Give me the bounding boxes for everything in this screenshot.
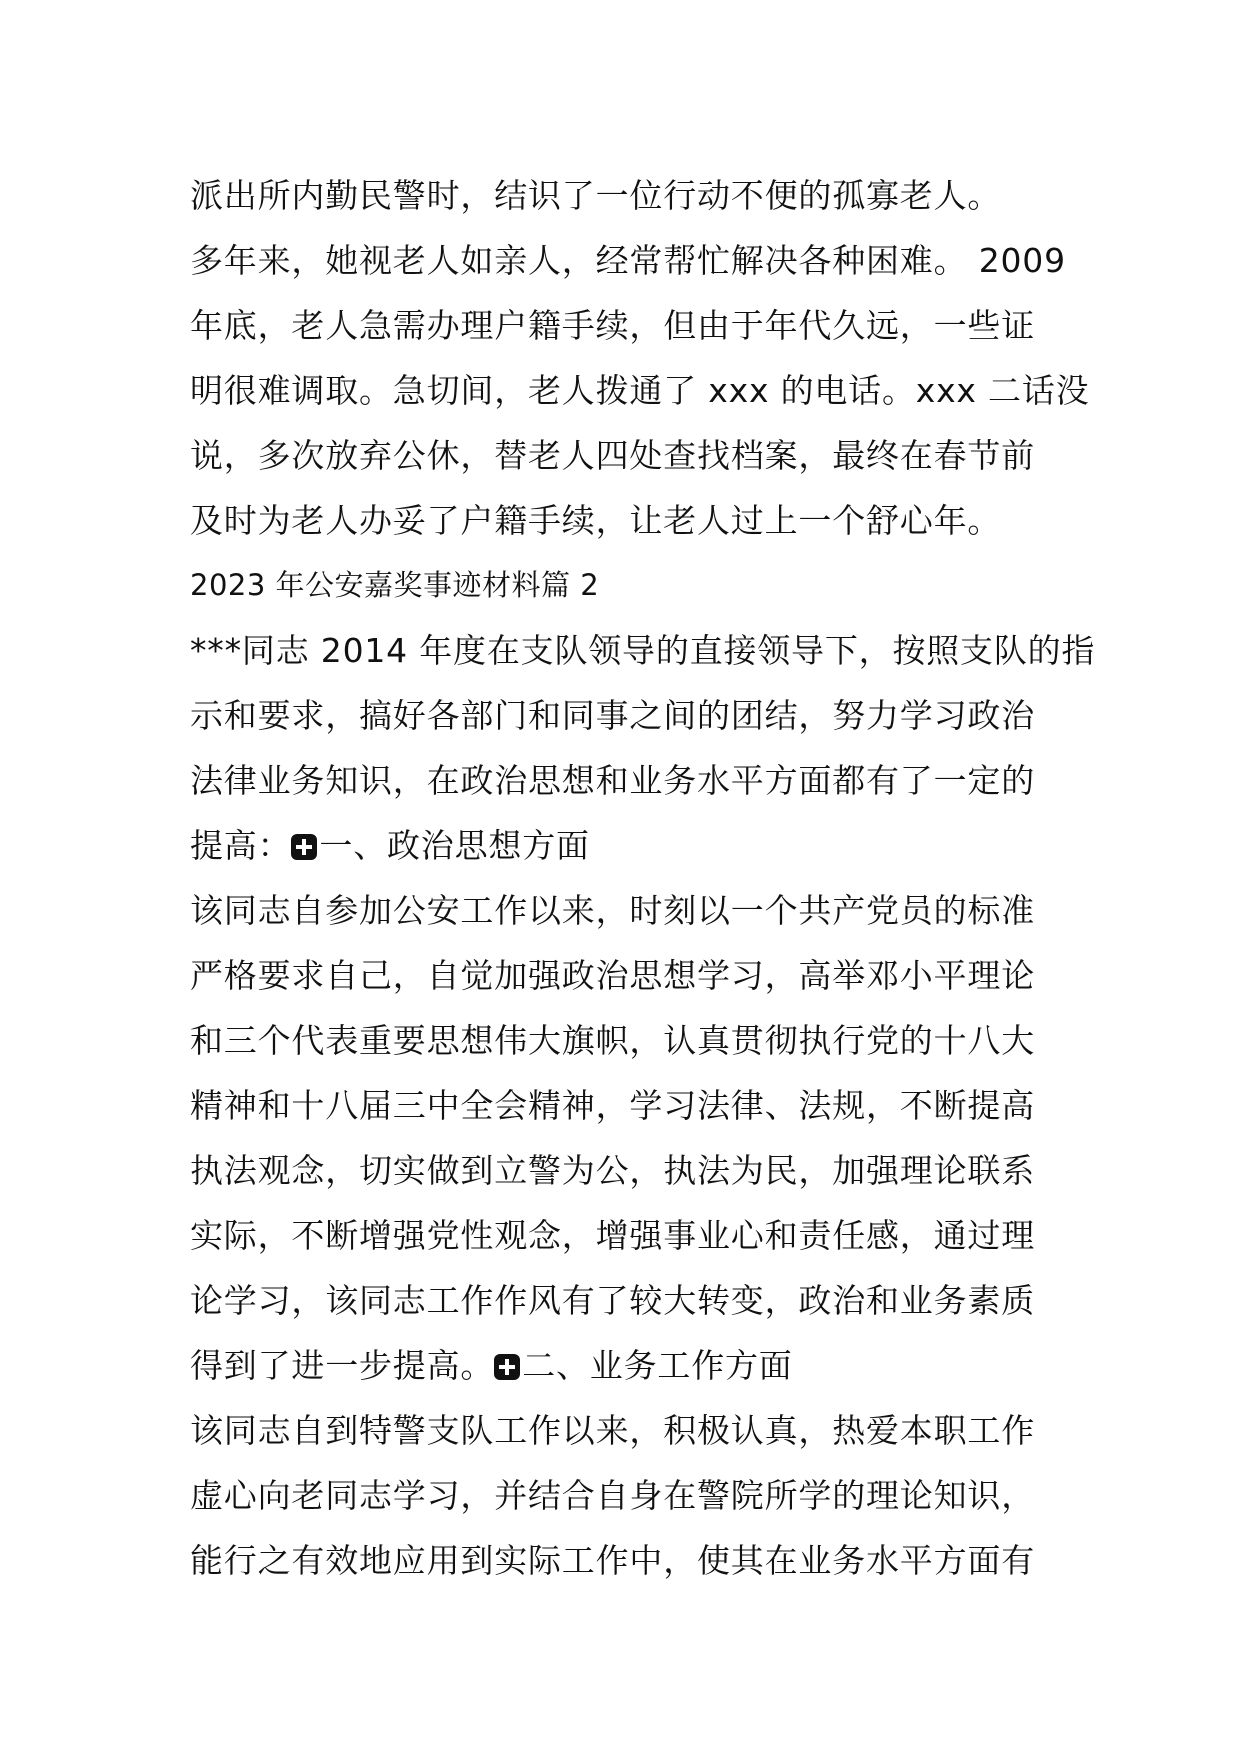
text-line: 严格要求自己，自觉加强政治思想学习，高举邓小平理论	[190, 956, 1035, 995]
text-line: 法律业务知识，在政治思想和业务水平方面都有了一定的	[190, 761, 1035, 800]
text-line: 和三个代表重要思想伟大旗帜，认真贯彻执行党的十八大	[190, 1021, 1035, 1060]
text-line: 虚心向老同志学习，并结合自身在警院所学的理论知识，	[190, 1476, 1035, 1515]
expand-plus-icon[interactable]	[291, 834, 317, 860]
text-line-with-heading	[190, 813, 1070, 878]
text-line: 该同志自参加公安工作以来，时刻以一个共产党员的标准	[190, 891, 1035, 930]
text-line: 及时为老人办妥了户籍手续，让老人过上一个舒心年。	[190, 501, 1002, 540]
text-line: 精神和十八届三中全会精神，学习法律、法规，不断提高	[190, 1086, 1035, 1125]
inline-text: 提高：	[190, 826, 292, 865]
text-line: 论学习，该同志工作作风有了较大转变，政治和业务素质	[190, 1281, 1035, 1320]
text-line: ***同志 2014 年度在支队领导的直接领导下，按照支队的指	[190, 631, 1096, 670]
subheading-political: 一、政治思想方面	[319, 826, 590, 865]
text-line: 示和要求，搞好各部门和同事之间的团结，努力学习政治	[190, 696, 1035, 735]
text-line: 明很难调取。急切间，老人拨通了 xxx 的电话。xxx 二话没	[190, 371, 1090, 410]
inline-text: 得到了进一步提高。	[190, 1346, 495, 1385]
subheading-business: 二、业务工作方面	[522, 1346, 793, 1385]
text-line: 派出所内勤民警时，结识了一位行动不便的孤寡老人。	[190, 176, 1002, 215]
text-line-with-heading	[190, 1333, 1070, 1398]
expand-plus-icon[interactable]	[494, 1354, 520, 1380]
text-line: 执法观念，切实做到立警为公，执法为民，加强理论联系	[190, 1151, 1035, 1190]
document-body	[190, 163, 1096, 1593]
text-line: 能行之有效地应用到实际工作中，使其在业务水平方面有	[190, 1541, 1035, 1580]
text-line: 实际，不断增强党性观念，增强事业心和责任感，通过理	[190, 1216, 1035, 1255]
text-line: 该同志自到特警支队工作以来，积极认真，热爱本职工作	[190, 1411, 1035, 1450]
section-title: 2023 年公安嘉奖事迹材料篇 2	[190, 568, 600, 602]
text-line: 年底，老人急需办理户籍手续，但由于年代久远，一些证	[190, 306, 1035, 345]
text-line: 多年来，她视老人如亲人，经常帮忙解决各种困难。 2009	[190, 241, 1066, 280]
text-line: 说，多次放弃公休，替老人四处查找档案，最终在春节前	[190, 436, 1035, 475]
